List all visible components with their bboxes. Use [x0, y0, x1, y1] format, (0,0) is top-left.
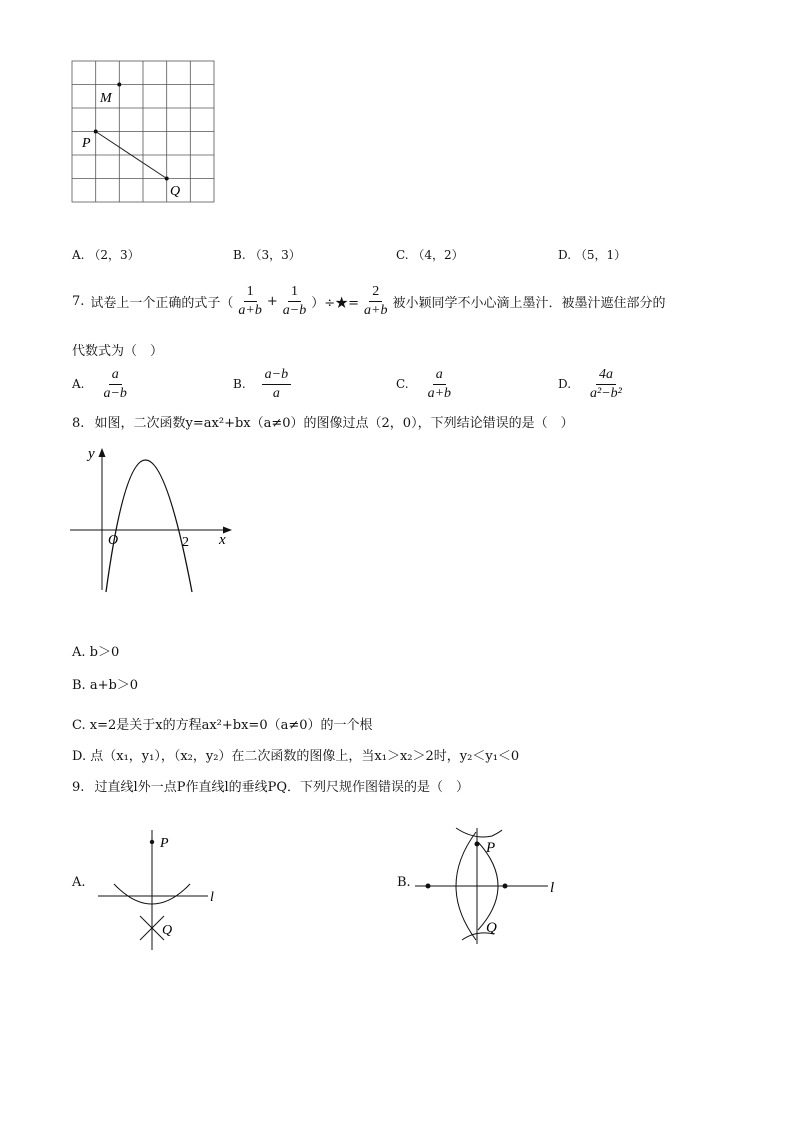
q6-option-d[interactable] [558, 246, 626, 263]
option-letter: C. [396, 248, 409, 262]
q7-lead-text: 试卷上一个正确的式子（ [90, 295, 234, 311]
option-letter: A. [72, 377, 85, 391]
option-text: （4，2） [412, 248, 464, 262]
option-fraction: $\frac{a}{a-b}$ [103, 366, 127, 401]
parabola-curve [106, 460, 192, 592]
question-number: 7. [72, 293, 85, 309]
fraction-1-over-a-plus-b: $\frac{1}{a+b}$ [238, 283, 262, 318]
q7-option-c[interactable] [396, 364, 456, 404]
q6-option-b[interactable] [233, 246, 301, 263]
option-letter: D. [558, 377, 572, 391]
option-text: b＞0 [89, 645, 120, 660]
point-P [94, 130, 98, 134]
option-letter: B. [72, 678, 86, 693]
question-number: 8. [72, 416, 85, 431]
q8-option-b[interactable] [72, 674, 138, 693]
q9-stem [72, 776, 469, 795]
q8-option-d[interactable] [72, 745, 519, 764]
q8-option-a[interactable] [72, 641, 119, 660]
q9-option-b-letter[interactable]: B. [397, 875, 411, 890]
y-axis-label: y [88, 446, 95, 462]
q7-close-text: ）÷★= [311, 295, 360, 311]
option-text: x=2是关于x的方程ax²+bx=0（a≠0）的一个根 [89, 718, 373, 733]
option-letter: A. [72, 248, 85, 262]
question-number: 9. [72, 780, 85, 795]
option-fraction: $\frac{4a}{\text{a²−b²}}$ [590, 366, 622, 401]
q9-option-a-letter[interactable]: A. [72, 875, 86, 890]
label-P: P [160, 836, 169, 851]
q6-option-a[interactable] [72, 246, 140, 263]
q8-option-c[interactable] [72, 714, 373, 733]
label-M: M [100, 91, 112, 106]
option-fraction: $\frac{a-b}{a}$ [262, 367, 291, 402]
grid-figure [60, 55, 230, 210]
option-letter: A. [72, 645, 86, 660]
q7-option-d[interactable] [558, 364, 627, 404]
option-letter: C. [396, 377, 409, 391]
option-text: a+b＞0 [89, 678, 139, 693]
origin-label: O [108, 533, 119, 548]
root-label: 2 [182, 535, 189, 550]
label-Q: Q [162, 923, 173, 938]
parabola-graph [66, 440, 241, 600]
q9-figure-b[interactable] [410, 820, 570, 955]
option-text: 点（x₁，y₁），（x₂，y₂）在二次函数的图像上，当x₁＞x₂＞2时，y₂＜y₁＜0 [90, 749, 520, 764]
option-text: （2，3） [88, 248, 140, 262]
label-Q: Q [486, 920, 497, 936]
label-l: l [550, 880, 555, 896]
q7-stem [72, 280, 666, 322]
fraction-2-over-a-plus-b: $\frac{2}{a+b}$ [364, 283, 388, 318]
q9-figure-a[interactable] [94, 812, 234, 957]
option-letter: D. [558, 248, 572, 262]
q7-option-b[interactable] [233, 364, 293, 404]
plus-sign: + [266, 293, 278, 309]
label-l: l [210, 890, 214, 905]
fraction-1-over-a-minus-b: $\frac{1}{a-b}$ [282, 283, 307, 318]
q8-stem [72, 412, 574, 431]
q9-question-text: 过直线l外一点P作直线l的垂线PQ．下列尺规作图错误的是（ ） [94, 780, 470, 795]
option-letter: B. [233, 377, 246, 391]
x-axis-label: x [219, 532, 226, 548]
option-text: （3，3） [249, 248, 301, 262]
option-letter: C. [72, 718, 86, 733]
q8-question-text: 如图，二次函数y=ax²+bx（a≠0）的图像过点（2，0），下列结论错误的是（ ） [94, 416, 574, 431]
option-letter: B. [233, 248, 246, 262]
q7-tail-text: 被小颖同学不小心滴上墨汁．被墨汁遮住部分的 [392, 295, 666, 311]
option-fraction: $\frac{a}{a+b}$ [427, 366, 452, 401]
label-P: P [486, 840, 496, 856]
label-P: P [82, 136, 91, 151]
option-text: （5，1） [574, 248, 627, 262]
point-Q [165, 177, 169, 181]
label-Q: Q [170, 184, 181, 199]
q7-option-a[interactable] [72, 364, 132, 404]
point-M [117, 83, 121, 87]
q7-stem-line2: 代数式为（ ） [72, 344, 164, 359]
q6-option-c[interactable] [396, 246, 464, 263]
option-letter: D. [72, 749, 87, 764]
